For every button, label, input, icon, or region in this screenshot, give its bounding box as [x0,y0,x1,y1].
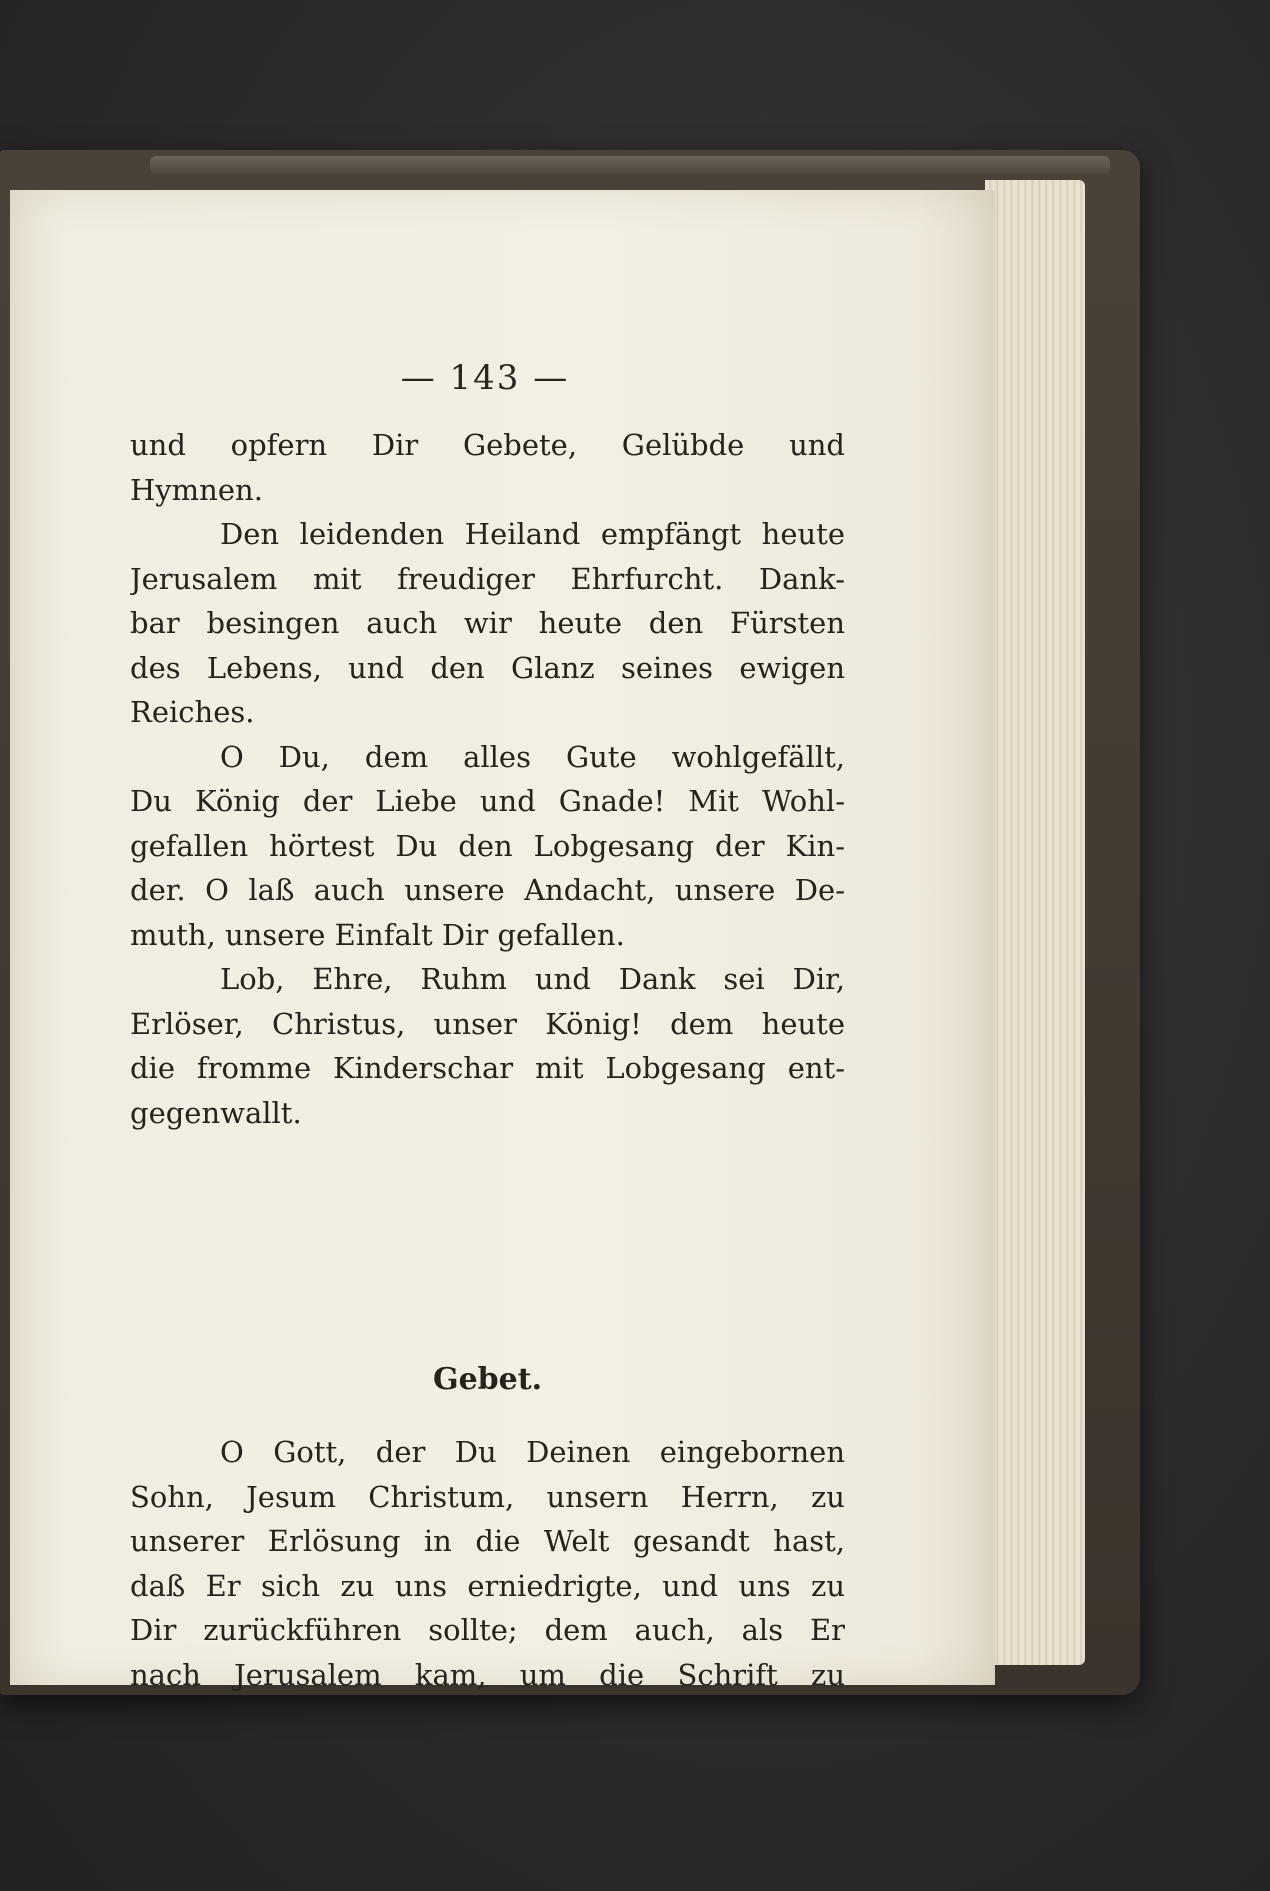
section-heading: Gebet. [432,1362,543,1397]
text-line: die fromme Kinderschar mit Lobgesang ent- [130,1051,845,1085]
book-page [10,190,995,1692]
text-line: der. O laß auch unsere Andacht, unsere De- [130,873,845,907]
book [0,150,1140,1695]
text-line: daß Er sich zu uns erniedrigte, und uns zu [130,1568,845,1603]
text-line: unserer Erlösung in die Welt gesandt hast, [130,1524,845,1558]
text-line: und opfern Dir Gebete, Gelübde und [130,428,845,462]
page-edges [985,180,1085,1665]
body-text-bottom [130,1430,845,1697]
text-line: Jerusalem mit freudiger Ehrfurcht. Dank- [130,561,845,596]
text-line: Lob, Ehre, Ruhm und Dank sei Dir, [220,962,845,996]
text-line: O Du, dem alles Gute wohlgefällt, [220,739,845,774]
text-line: bar besingen auch wir heute den Fürsten [130,606,845,640]
text-line: Sohn, Jesum Christum, unsern Herrn, zu [130,1479,845,1514]
body-text-top [130,423,845,1135]
text-line: des Lebens, und den Glanz seines ewigen [130,650,845,685]
text-line: Dir zurückführen sollte; dem auch, als Er [130,1613,845,1647]
text-line: Reiches. [130,695,255,729]
text-line: gegenwallt. [130,1095,302,1130]
text-line: muth, unsere Einfalt Dir gefallen. [130,917,625,952]
text-line: Hymnen. [130,472,263,507]
text-line: gefallen hörtest Du den Lobgesang der Kin- [130,828,845,863]
text-line: O Gott, der Du Deinen eingebornen [220,1435,845,1469]
text-line: Den leidenden Heiland empfängt heute [220,517,845,551]
text-line: nach Jerusalem kam, um die Schrift zu [130,1657,845,1692]
text-line: Erlöser, Christus, unser König! dem heute [130,1006,845,1041]
book-spine-edge [150,156,1110,174]
text-line: Du König der Liebe und Gnade! Mit Wohl- [130,784,845,818]
page-number: — 143 — [400,358,570,398]
